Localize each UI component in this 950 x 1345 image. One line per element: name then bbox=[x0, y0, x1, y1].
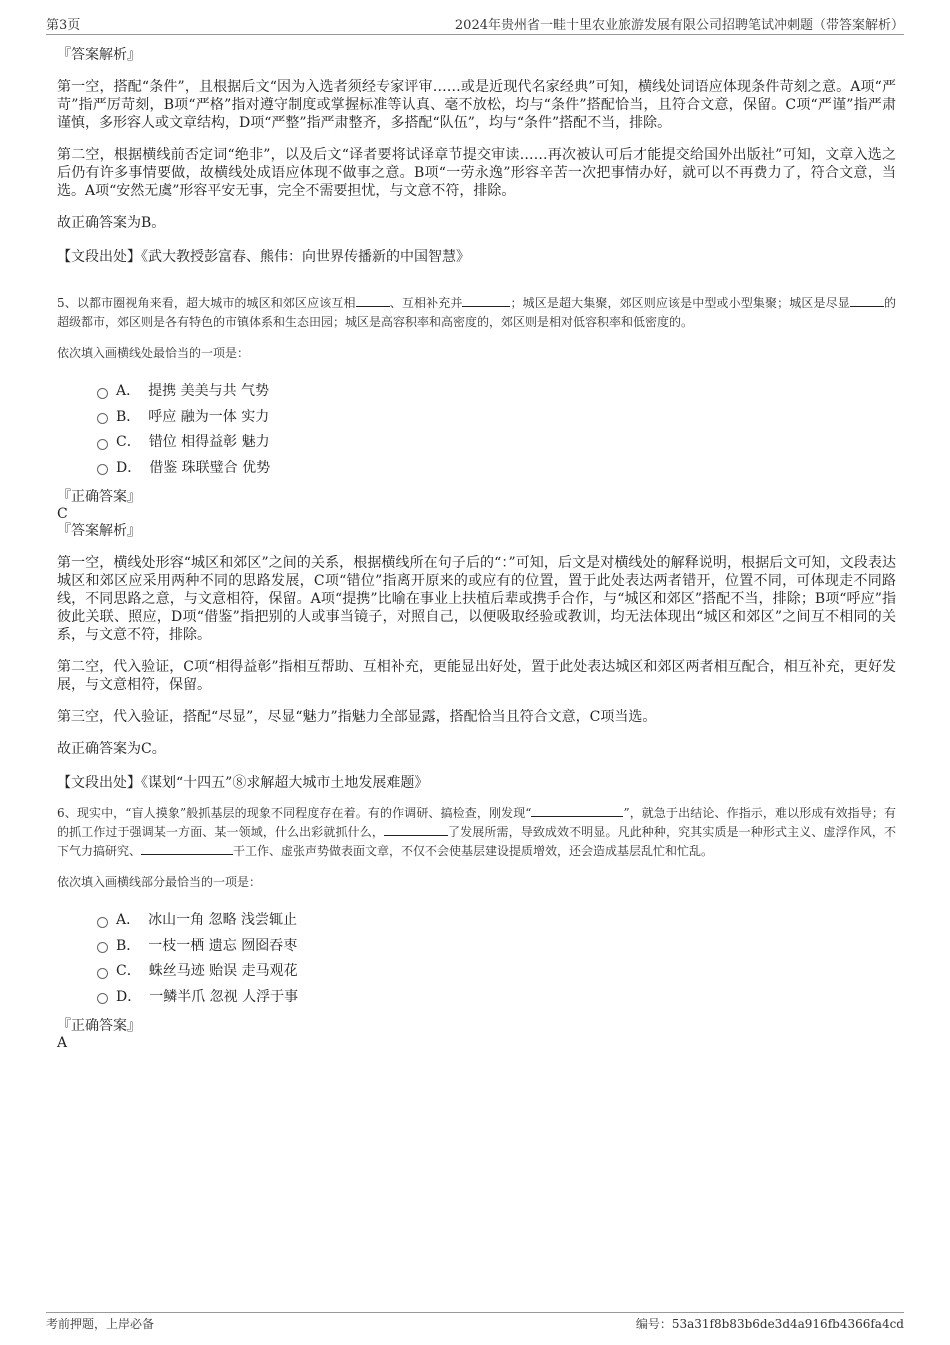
radio-icon[interactable] bbox=[97, 464, 108, 475]
q6-options bbox=[57, 908, 896, 1010]
q5-blank-3 bbox=[850, 294, 884, 307]
page-number: 第3页 bbox=[46, 18, 81, 33]
q6-option-b[interactable]: B． 一枝一栖 遗忘 囫囵吞枣 bbox=[97, 934, 896, 960]
q6-prompt: 依次填入画横线部分最恰当的一项是： bbox=[57, 875, 262, 889]
q6-option-d[interactable]: D． 一鳞半爪 忽视 人浮于事 bbox=[97, 985, 896, 1011]
radio-icon[interactable] bbox=[97, 942, 108, 953]
q5-options bbox=[57, 379, 896, 481]
q5-option-b[interactable]: B． 呼应 融为一体 实力 bbox=[97, 405, 896, 431]
q5-blank-2 bbox=[462, 294, 510, 307]
q6-stem: 6、现实中，“盲人摸象”般抓基层的现象不同程度存在着。有的作调研、搞检查，刚发现“ ”，就急于出结论、作指示，难以形成有效指导；有的抓工作过于强调某一方面、某一领域，什么出彩就抓什么， 了发展所需，导致成效不明显。凡此种种，究其实质是一种形式主义、虚浮作风，不下气力搞研究、 干工作、虚张声势做表面文章，不仅不会使基层建设提质增效，还会造成基层乱忙和忙乱。 bbox=[57, 806, 897, 858]
q4-analysis-label: 『答案解析』 bbox=[57, 47, 141, 63]
q5-correct-label: 『正确答案』 bbox=[57, 489, 141, 505]
q5-blank-1 bbox=[356, 294, 390, 307]
footer-slogan: 考前押题，上岸必备 bbox=[46, 1317, 155, 1331]
radio-icon[interactable] bbox=[97, 917, 108, 928]
q6-correct-answer: A bbox=[57, 1035, 68, 1051]
page-footer bbox=[46, 1312, 904, 1335]
radio-icon[interactable] bbox=[97, 993, 108, 1004]
q4-analysis-para-1: 第一空，搭配“条件”，且根据后文“因为入选者须经专家评审……或是近现代名家经典”可知，横线处词语应体现条件苛刻之意。A项“严苛”指严厉苛刻，B项“严格”指对遵守制度或掌握标准等认真、毫不放松，均与“条件”搭配恰当，且符合文意，保留。C项“严谨”指严肃谨慎，多形容人或文章结构，D项“严整”指严肃整齐，多搭配“队伍”，均与“条件”搭配不当，排除。 bbox=[57, 79, 896, 131]
radio-icon[interactable] bbox=[97, 388, 108, 399]
q5-analysis-para-2: 第二空，代入验证，C项“相得益彰”指相互帮助、互相补充，更能显出好处，置于此处表达城区和郊区两者相互配合，相互补充，更好发展，与文意相符，保留。 bbox=[57, 659, 896, 693]
q5-conclusion: 故正确答案为C。 bbox=[57, 741, 166, 757]
q6-blank-1 bbox=[531, 804, 623, 817]
q4-source: 【文段出处】《武大教授彭富春、熊伟：向世界传播新的中国智慧》 bbox=[57, 249, 470, 265]
q5-option-a[interactable]: A． 提携 美美与共 气势 bbox=[97, 379, 896, 405]
q4-analysis-para-2: 第二空，根据横线前否定词“绝非”，以及后文“译者要将试译章节提交审读……再次被认可后才能提交给国外出版社”可知，文章入选之后仍有许多事情要做，故横线处成语应体现不做事之意。B项“一劳永逸”形容辛苦一次把事情办好，就可以不再费力了，符合文意，当选。A项“安然无虞”形容平安无事，完全不需要担忧，与文意不符，排除。 bbox=[57, 147, 896, 199]
q6-blank-3 bbox=[141, 842, 233, 855]
document-title: 2024年贵州省一畦十里农业旅游发展有限公司招聘笔试冲刺题（带答案解析） bbox=[454, 18, 904, 33]
radio-icon[interactable] bbox=[97, 968, 108, 979]
q6-blank-2 bbox=[384, 823, 448, 836]
q5-option-d[interactable]: D． 借鉴 珠联璧合 优势 bbox=[97, 456, 896, 482]
q5-analysis-para-3: 第三空，代入验证，搭配“尽显”，尽显“魅力”指魅力全部显露，搭配恰当且符合文意，C项当选。 bbox=[57, 709, 657, 725]
q6-correct-label: 『正确答案』 bbox=[57, 1018, 141, 1034]
page-header bbox=[46, 14, 904, 35]
q6-option-a[interactable]: A． 冰山一角 忽略 浅尝辄止 bbox=[97, 908, 896, 934]
q5-prompt: 依次填入画横线处最恰当的一项是： bbox=[57, 346, 250, 360]
radio-icon[interactable] bbox=[97, 413, 108, 424]
q5-option-c[interactable]: C． 错位 相得益彰 魅力 bbox=[97, 430, 896, 456]
q6-option-c[interactable]: C． 蛛丝马迹 贻误 走马观花 bbox=[97, 959, 896, 985]
radio-icon[interactable] bbox=[97, 439, 108, 450]
q5-stem: 5、以都市圈视角来看，超大城市的城区和郊区应该互相 、互相补充并 ；城区是超大集聚，郊区则应该是中型或小型集聚；城区是尽显 的超级都市，郊区则是各有特色的市镇体系和生态田园；城区是高容积率和高密度的，郊区则是相对低容积率和低密度的。 bbox=[57, 296, 896, 329]
q5-source: 【文段出处】《谋划“十四五”⑧求解超大城市土地发展难题》 bbox=[57, 775, 429, 791]
q4-conclusion: 故正确答案为B。 bbox=[57, 215, 166, 231]
q5-analysis-label: 『答案解析』 bbox=[57, 523, 141, 539]
footer-serial: 编号：53a31f8b83b6de3d4a916fb4366fa4cd bbox=[635, 1317, 904, 1331]
q5-analysis-para-1: 第一空，横线处形容“城区和郊区”之间的关系，根据横线所在句子后的“：”可知，后文是对横线处的解释说明，根据后文可知，文段表达城区和郊区应采用两种不同的思路发展，C项“错位”指离开原来的或应有的位置，置于此处表达两者错开，位置不同，可体现走不同路线，不同思路之意，与文意相符，保留。A项“提携”比喻在事业上扶植后辈或携手合作，与“城区和郊区”搭配不当，排除；B项“呼应”指彼此关联、照应，D项“借鉴”指把别的人或事当镜子，对照自己，以便吸取经验或教训，均无法体现出“城区和郊区”之间互不相同的关系，与文意不符，排除。 bbox=[57, 555, 896, 643]
q5-correct-answer: C bbox=[57, 506, 68, 522]
page-content bbox=[57, 44, 896, 1052]
